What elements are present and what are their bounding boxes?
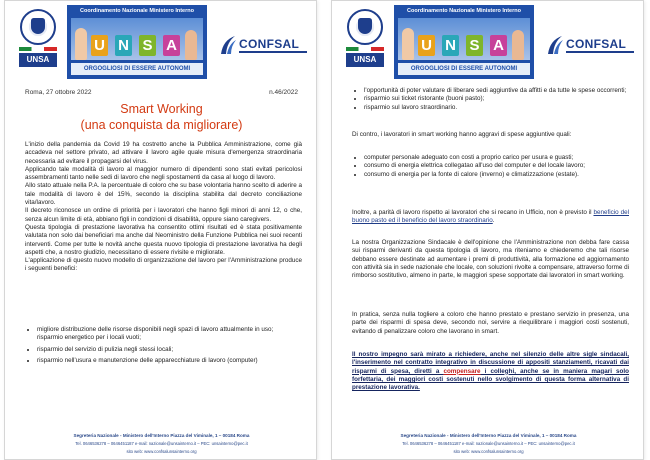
banner-letter-a: A bbox=[490, 35, 507, 56]
benefits-list bbox=[25, 326, 302, 368]
benefit-text: risparmio nell'usura e manutenzione delle apparecchiature di lavoro (computer) bbox=[37, 356, 258, 364]
unsa-logo-text: UNSA bbox=[19, 53, 57, 67]
list-item: • risparmio sui ticket ristorante (buoni pasto); bbox=[364, 95, 629, 103]
header-banner bbox=[67, 5, 207, 79]
confsal-swoosh-icon bbox=[546, 34, 564, 56]
commitment-text: Il nostro impegno sarà mirato a richiedere, anche nel silenzio delle altre sigle sindacali, l'inserimento nel contratto integrativo in discussione di appositi stanziamenti, ricavati dai risparmi di spesa, diretti a bbox=[352, 351, 629, 375]
banner-photo bbox=[398, 18, 530, 60]
benefit-extra: risparmio energetico per i locali vuoti; bbox=[37, 334, 141, 342]
confsal-logo bbox=[219, 34, 309, 58]
confsal-logo-text: CONFSAL bbox=[566, 37, 627, 51]
banner-letter-a: A bbox=[163, 35, 180, 56]
footer-address: Segreteria Nazionale - Ministero dell'Interno Piazza del Viminale, 1 – 00184 Roma bbox=[400, 433, 577, 438]
body-text bbox=[25, 141, 302, 274]
banner-title: Coordinamento Nazionale Ministero Interno bbox=[80, 8, 194, 14]
person-figure bbox=[185, 30, 197, 60]
paragraph: L'applicazione di questo nuovo modello di organizzazione del lavoro per l'Amministrazione produce i seguenti benefici: bbox=[25, 257, 302, 273]
banner-letter-u: U bbox=[418, 35, 435, 56]
list-item bbox=[37, 357, 302, 365]
page-footer bbox=[5, 433, 317, 454]
banner-title: Coordinamento Nazionale Ministero Interno bbox=[407, 8, 521, 14]
letterhead bbox=[332, 1, 644, 85]
document-page-right bbox=[331, 0, 644, 460]
unsa-logo-text: UNSA bbox=[346, 53, 384, 67]
inoltre-end: . bbox=[492, 217, 495, 225]
list-item: • consumo di energia elettrica collegatao all'uso del computer e del locale lavoro; bbox=[364, 162, 629, 170]
footer-website: sito web: www.confsalunsainterno.org bbox=[453, 449, 524, 454]
list-item bbox=[37, 326, 302, 343]
unsa-logo bbox=[17, 9, 59, 71]
banner-photo bbox=[71, 18, 203, 60]
unsa-logo bbox=[344, 9, 386, 71]
letterhead bbox=[5, 1, 317, 85]
footer-contacts: Tel. 0646536278 – 0646451187 e-mail: nazionale@unsainterno.it – PEC: unsainterno@pec.it bbox=[75, 441, 248, 446]
paragraph: Applicando tale modalità di lavoro al maggior numero di dipendenti sono stati evitati pericolosi assembramenti tanto nelle sedi di lavoro che negli spostamenti da casa al luogo di lavoro. bbox=[25, 165, 302, 182]
tricolor-stripe bbox=[19, 47, 57, 51]
list-item: • consumo di energia per la fonte di calore (inverno) e climatizzazione (estate). bbox=[364, 171, 629, 179]
paragraph: Questa tipologia di prestazione lavorativa ha consentito ottimi risultati ed è stata positivamente valutata non solo dai beneficiari ma anche dal Neoministro della Funzione Pubblica nei suoi recenti interventi. Come per tutte le novità anche questa nuovo tipologia di prestazione lavorativa ha degli aspetti che, a nostro giudizio, necessitano di essere rivisite e migliorate. bbox=[25, 223, 302, 256]
emblem-icon bbox=[347, 9, 383, 45]
commitment-paragraph bbox=[352, 351, 629, 392]
confsal-underline bbox=[239, 51, 307, 53]
tricolor-stripe bbox=[346, 47, 384, 51]
banner-letter-s: S bbox=[139, 35, 156, 56]
emblem-icon bbox=[20, 9, 56, 45]
paragraph: Il decreto riconosce un ordine di priorità per i lavoratori che hanno figli minori di anni 12, o che, senza alcun limite di età, abbiano figli in condizioni di disabilità, oppure siano caregivers. bbox=[25, 207, 302, 223]
banner-tagline: ORGOGLIOSI DI ESSERE AUTONOMI bbox=[398, 63, 530, 75]
header-banner bbox=[394, 5, 534, 79]
person-figure bbox=[75, 28, 87, 60]
banner-letter-n: N bbox=[442, 35, 459, 56]
banner-tagline: ORGOGLIOSI DI ESSERE AUTONOMI bbox=[71, 63, 203, 75]
document-page-left bbox=[4, 0, 317, 460]
person-figure bbox=[512, 30, 524, 60]
person-figure bbox=[402, 28, 414, 60]
list-item: • risparmio sul lavoro straordinario. bbox=[364, 104, 629, 112]
benefit-text: risparmio del servizio di pulizia negli stessi locali; bbox=[37, 345, 174, 353]
confsal-underline bbox=[566, 51, 634, 53]
paragraph: Allo stato attuale nella P.A. la percentuale di coloro che su base volontaria hanno scelto di aderire a tale modalità di lavoro è del 15%, secondo la disciplina stabilita dal decreto conciliazione vita/lavoro. bbox=[25, 182, 302, 207]
paragraph: La nostra Organizzazione Sindacale è dell'opinione che l'Amministrazione non debba fare cassa sui risparmi derivanti da questa tipologia di lavoro, ma riteniamo e chiederemo che tali risorse debbano essere destinate ad aumentare i premi di produttività, alla formazione ed aggiornamento con attività sia in sede nazionale che locale, con soluzioni rivolte a compensare, attraverso forme di rimborso sostitutivo, almeno in parte, le maggiori spese sopportate dai lavoratori in smart working. bbox=[352, 239, 629, 280]
paragraph bbox=[352, 209, 629, 226]
inoltre-text: Inoltre, a parità di lavoro rispetto ai lavoratori che si recano in Ufficio, non è previsto il bbox=[352, 209, 594, 216]
banner-letter-u: U bbox=[91, 35, 108, 56]
document-number: n.46/2022 bbox=[269, 89, 298, 96]
footer-address: Segreteria Nazionale - Ministero dell'Interno Piazza del Viminale, 1 – 00184 Roma bbox=[73, 433, 250, 438]
compensate-highlight: compensare bbox=[443, 367, 481, 375]
document-subtitle: (una conquista da migliorare) bbox=[80, 118, 243, 132]
savings-list bbox=[352, 87, 629, 112]
benefit-text: migliore distribuzione delle risorse disponibili negli spazi di lavoro attualmente in uso; bbox=[37, 326, 274, 333]
page-footer bbox=[332, 433, 644, 454]
highlight-benefit: beneficio del buono pasto ed il beneficio del lavoro straordinario bbox=[352, 209, 629, 225]
list-item bbox=[37, 346, 302, 354]
costs-list bbox=[352, 154, 629, 179]
footer-website: sito web: www.confsalunsainterno.org bbox=[126, 449, 197, 454]
confsal-swoosh-icon bbox=[219, 34, 237, 56]
paragraph: Di contro, i lavoratori in smart working hanno aggravi di spese aggiuntive quali: bbox=[352, 131, 572, 138]
commitment-text-end: i colleghi, anche se in maniera magari solo forfettaria, dei maggiori costi sostenuti nello svolgimento di questa forma alternativa di prestazione lavorativa. bbox=[352, 367, 629, 392]
list-item: • computer personale adeguato con costi a proprio carico per usura e guasti; bbox=[364, 154, 629, 162]
paragraph: In pratica, senza nulla togliere a coloro che hanno prestato e prestano servizio in presenza, una parte dei risparmi di spesa deve, secondo noi, servire a riequilibrare i maggiori costi sostenuti, evitando di penalizzare coloro che lavorano in smart. bbox=[352, 311, 629, 335]
banner-letter-n: N bbox=[115, 35, 132, 56]
confsal-logo bbox=[546, 34, 636, 58]
paragraph: L'inizio della pandemia da Covid 19 ha costretto anche la Pubblica Amministrazione, come già accadeva nel settore privato, ad attivare il lavoro agile quale misura d'emergenza straordinaria necessaria ad evitare il propagarsi del virus. bbox=[25, 141, 302, 165]
footer-contacts: Tel. 0646536278 – 0646451187 e-mail: nazionale@unsainterno.it – PEC: unsainterno@pec.it bbox=[402, 441, 575, 446]
banner-letter-s: S bbox=[466, 35, 483, 56]
document-title: Smart Working bbox=[120, 102, 203, 116]
list-item: • l'opportunità di poter valutare di liberare sedi aggiuntive da affitti e da tutte le spese occorrenti; bbox=[364, 87, 629, 95]
document-date: Roma, 27 ottobre 2022 bbox=[25, 89, 92, 96]
confsal-logo-text: CONFSAL bbox=[239, 37, 300, 51]
